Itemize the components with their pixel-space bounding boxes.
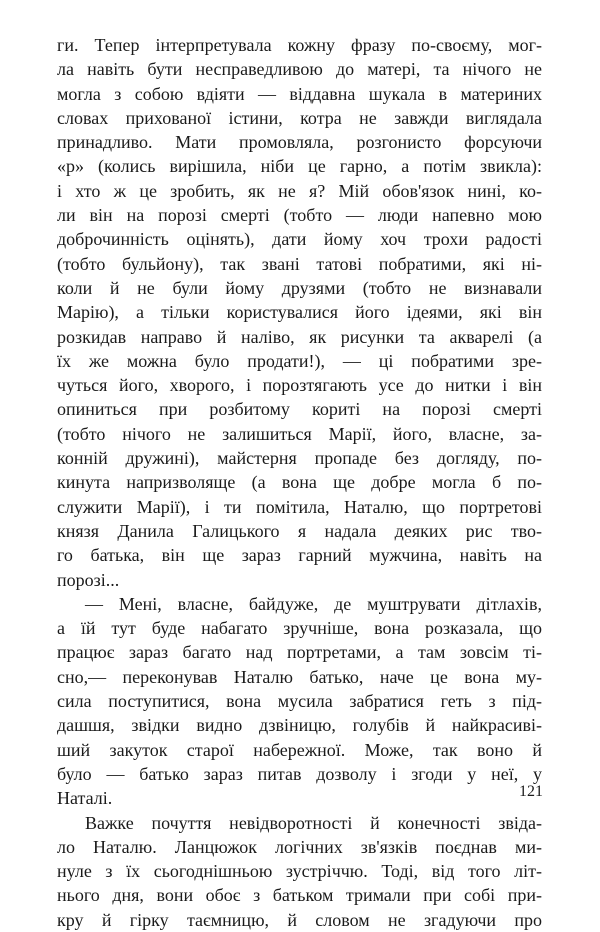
text-line: могла з собою вдіяти — віддавна шукала в материних (57, 83, 542, 104)
text-line: ший закуток старої набережної. Може, так воно й (57, 739, 542, 760)
text-line: «р» (колись вирішила, ніби це гарно, а потім звикла): (57, 156, 542, 177)
paragraph (57, 592, 542, 811)
text-line: дашшя, звідки видно дзвіницю, голубів й найкрасиві- (57, 715, 542, 736)
text-line: нього дня, вони обоє з батьком тримали при собі при- (57, 885, 542, 906)
paragraph (57, 811, 542, 932)
paragraph (57, 33, 542, 592)
text-line: (тобто нічого не залишиться Марії, його, власне, за- (57, 423, 542, 444)
text-line: а їй тут буде набагато зручніше, вона розказала, що (57, 618, 542, 639)
text-line: нуле з їх сьогоднішньою зустріччю. Тоді, від того літ- (57, 861, 542, 882)
text-line: князя Данила Галицького я надала деяких рис тво- (57, 520, 542, 541)
text-line: і хто ж це зробить, як не я? Мій обов'язок нині, ко- (57, 180, 542, 201)
page-number: 121 (519, 783, 543, 800)
text-line: кру й гірку таємницю, й словом не згадуючи про (57, 909, 542, 930)
text-line: — Мені, власне, байдуже, де муштрувати дітлахів, (85, 593, 542, 614)
text-line: го батька, він ще зараз гарний мужчина, навіть на (57, 545, 542, 566)
text-line: було — батько зараз питав дозволу і згоди у неї, у (57, 763, 542, 784)
text-line: Важке почуття невідворотності й конечності звіда- (85, 812, 542, 833)
text-line: принадливо. Мати промовляла, розгонисто форсуючи (57, 132, 542, 153)
text-line: Марію), а тільки користувалися його ідеями, які він (57, 302, 542, 323)
text-line: кинута напризволяще (а вона ще добре могла б по- (57, 472, 542, 493)
text-line: ги. Тепер інтерпретувала кожну фразу по-своєму, мог- (57, 35, 542, 55)
text-line: порозі... (57, 569, 120, 590)
text-line: служити Марії), і ти помітила, Наталю, що портретові (57, 496, 542, 517)
text-line: їх же можна було продати!), — ці побратими зре- (57, 350, 542, 371)
text-line: коли й не були йому друзями (тобто не визнавали (57, 277, 542, 298)
text-line: (тобто бульйону), так звані татові побратими, які ні- (57, 253, 542, 274)
text-line: сила поступитися, вона мусила забратися геть з під- (57, 691, 542, 712)
text-line: конній дружині), майстерня пропаде без догляду, по- (57, 448, 542, 469)
body-text (57, 33, 542, 932)
text-line: ла навіть бути несправедливою до матері, та нічого не (57, 59, 542, 80)
text-line: ло Наталю. Ланцюжок логічних зв'язків поєднав ми- (57, 836, 542, 857)
text-line: сно,— переконував Наталю батько, наче це вона му- (57, 666, 542, 687)
text-line: словах прихованої істини, котра не завжди виглядала (57, 107, 542, 128)
text-line: працює зараз багато над портретами, а там зовсім ті- (57, 642, 542, 663)
text-line: розкидав направо й наліво, як рисунки та акварелі (а (57, 326, 542, 347)
text-line: Наталі. (57, 788, 113, 809)
text-line: доброчинність оцінять), дати йому хоч трохи радості (57, 229, 542, 250)
text-line: чуться його, хворого, і порозтягають усе до нитки і він (57, 375, 542, 396)
text-line: опиниться при розбитому кориті на порозі смерті (57, 399, 542, 420)
text-line: ли він на порозі смерті (тобто — люди напевно мою (57, 205, 542, 226)
